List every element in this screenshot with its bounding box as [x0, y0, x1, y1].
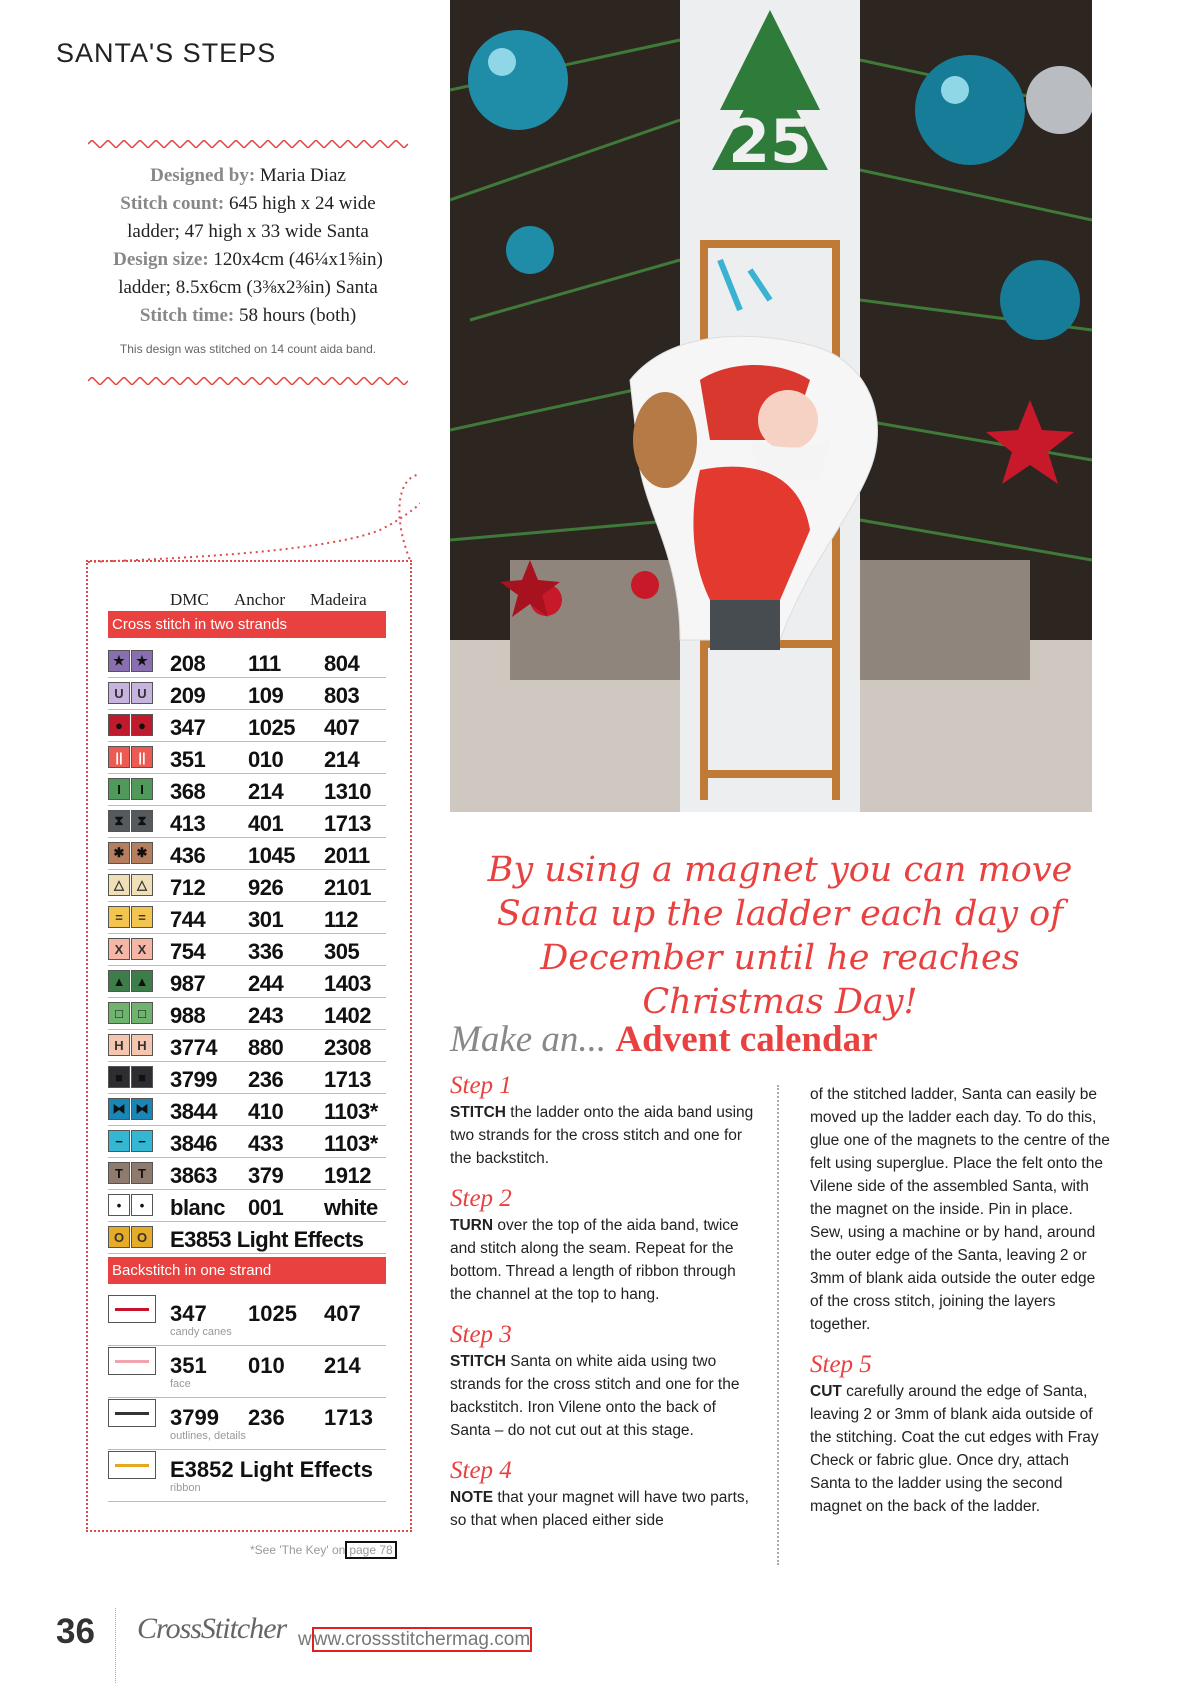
anchor-code: 214: [248, 779, 284, 804]
key-row: [108, 1063, 386, 1094]
thread-loop-decoration: [80, 470, 420, 570]
stitch-symbol-icon: || ||: [108, 746, 154, 768]
key-row: [108, 807, 386, 838]
stitch-symbol-icon: H H: [108, 1034, 154, 1056]
anchor-code: 243: [248, 1003, 284, 1028]
stitch-symbol-icon: □ □: [108, 1002, 154, 1024]
key-row: [108, 1191, 386, 1222]
stitch-symbol-icon: ⧓ ⧓: [108, 1098, 154, 1120]
dmc-code: 744: [170, 907, 206, 932]
anchor-code: 336: [248, 939, 284, 964]
backstitch-use: outlines, details: [170, 1430, 246, 1442]
backstitch-swatch-icon: [108, 1295, 156, 1323]
svg-text:25: 25: [728, 107, 812, 177]
pull-quote: By using a magnet you can move Santa up the ladder each day of December until he reaches Christmas Day!: [487, 850, 1073, 1022]
dmc-code: 347: [170, 1301, 207, 1326]
stitch-count-value: 645 high x 24 wide: [229, 193, 376, 214]
madeira-code: 804: [324, 651, 360, 676]
anchor-code: 926: [248, 875, 284, 900]
stitch-symbol-icon: △ △: [108, 874, 154, 896]
dmc-code: 208: [170, 651, 206, 676]
column-divider: [777, 1085, 779, 1565]
section-heading: [450, 1018, 878, 1061]
madeira-code: 214: [324, 1353, 361, 1378]
dmc-code: 712: [170, 875, 206, 900]
madeira-code: 2101: [324, 875, 371, 900]
anchor-header: Anchor: [234, 590, 285, 609]
stitch-count-label: Stitch count:: [120, 193, 225, 214]
backstitch-row: [108, 1449, 386, 1502]
key-row: [108, 1127, 386, 1158]
anchor-code: 1025: [248, 715, 295, 740]
dmc-code: 347: [170, 715, 206, 740]
madeira-code: 1713: [324, 811, 371, 836]
backstitch-use: face: [170, 1378, 191, 1390]
anchor-code: 880: [248, 1035, 284, 1060]
step-1-lead: STITCH: [450, 1104, 506, 1121]
page-reference-link[interactable]: page 78: [345, 1541, 396, 1559]
backstitch-swatch-icon: [108, 1451, 156, 1479]
dmc-code: 351: [170, 1353, 207, 1378]
key-row: [108, 1159, 386, 1190]
anchor-code: 301: [248, 907, 284, 932]
stitch-symbol-icon: I I: [108, 778, 154, 800]
madeira-header: Madeira: [310, 590, 367, 609]
dmc-code: 987: [170, 971, 206, 996]
design-size-value: 120x4cm (46¼x1⅝in): [213, 249, 383, 270]
stitch-symbol-icon: ✱ ✱: [108, 842, 154, 864]
stitch-symbol-icon: U U: [108, 682, 154, 704]
stitch-symbol-icon: ★ ★: [108, 650, 154, 672]
key-row: [108, 967, 386, 998]
dmc-code: 3799: [170, 1405, 219, 1430]
step-4-continued: of the stitched ladder, Santa can easily be moved up the ladder each day. To do this, glue one of the magnets to the centre of the felt using superglue. Place the felt onto the Vilene side of the assembled Santa, with the magnet on the inside. Pin in place. Sew, using a machine or by hand, around the outer edge of the Santa, leaving 2 or 3mm of blank aida outside the outer edge of the cross stitch, joining the layers together.: [810, 1086, 1110, 1333]
step-2-lead: TURN: [450, 1217, 494, 1234]
design-size-value-2: ladder; 8.5x6cm (3⅜x2⅜in) Santa: [118, 277, 378, 298]
step-5-text: carefully around the edge of Santa, leaving 2 or 3mm of blank aida outside of the stitching. Coat the cut edges with Fray Check or fabric glue. Once dry, attach Santa to the ladder using the second magnet on the back of the ladder.: [810, 1383, 1099, 1515]
anchor-code: 433: [248, 1131, 284, 1156]
cross-stitch-heading: Cross stitch in two strands: [108, 611, 386, 638]
step-1-title: Step 1: [450, 1072, 512, 1099]
stitch-symbol-icon: ▲ ▲: [108, 970, 154, 992]
backstitch-swatch-icon: [108, 1347, 156, 1375]
key-row: [108, 1095, 386, 1126]
key-row: [108, 679, 386, 710]
madeira-code: 305: [324, 939, 360, 964]
dmc-code: 3799: [170, 1067, 217, 1092]
anchor-code: 410: [248, 1099, 284, 1124]
backstitch-use: ribbon: [170, 1482, 201, 1494]
designed-by-label: Designed by:: [150, 165, 256, 186]
stitch-symbol-icon: ● ●: [108, 714, 154, 736]
anchor-code: 236: [248, 1067, 284, 1092]
key-row: [108, 1223, 386, 1254]
key-row: [108, 903, 386, 934]
fabric-note: This design was stitched on 14 count aida band.: [119, 342, 377, 356]
dmc-code: E3852 Light Effects: [170, 1457, 373, 1482]
website-link-container: [298, 1629, 532, 1651]
backstitch-row: [108, 1397, 386, 1450]
page-number: 36: [56, 1612, 95, 1651]
madeira-code: 1310: [324, 779, 371, 804]
key-row: [108, 1031, 386, 1062]
stitch-symbol-icon: X X: [108, 938, 154, 960]
anchor-code: 401: [248, 811, 284, 836]
website-link[interactable]: ww.crossstitchermag.com: [313, 1629, 531, 1650]
madeira-code: 112: [324, 907, 358, 932]
instructions-column-left: [450, 1071, 755, 1546]
stitch-symbol-icon: − −: [108, 1130, 154, 1152]
stitch-symbol-icon: = =: [108, 906, 154, 928]
key-row: [108, 935, 386, 966]
backstitch-row: [108, 1345, 386, 1398]
key-footnote: [250, 1543, 397, 1557]
anchor-code: 379: [248, 1163, 284, 1188]
anchor-code: 1025: [248, 1301, 297, 1326]
madeira-code: 1713: [324, 1067, 371, 1092]
zigzag-divider: [88, 377, 408, 385]
dmc-code: 351: [170, 747, 206, 772]
design-size-label: Design size:: [113, 249, 209, 270]
step-4-title: Step 4: [450, 1457, 512, 1484]
anchor-code: 010: [248, 747, 284, 772]
key-row: [108, 999, 386, 1030]
dmc-code: 3844: [170, 1099, 217, 1124]
step-3-lead: STITCH: [450, 1353, 506, 1370]
anchor-code: 109: [248, 683, 284, 708]
dmc-code: 3846: [170, 1131, 217, 1156]
dmc-code: 368: [170, 779, 206, 804]
anchor-code: 1045: [248, 843, 295, 868]
dmc-header: DMC: [170, 590, 209, 609]
heading-prefix: Make an...: [450, 1019, 607, 1060]
backstitch-heading: Backstitch in one strand: [108, 1257, 386, 1284]
advent-calendar-photo: [450, 0, 1092, 812]
designed-by-value: Maria Diaz: [259, 165, 346, 186]
step-5-title: Step 5: [810, 1351, 872, 1378]
madeira-code: 1713: [324, 1405, 373, 1430]
dmc-code: blanc: [170, 1195, 225, 1220]
stitch-time-label: Stitch time:: [139, 305, 235, 326]
anchor-code: 236: [248, 1405, 285, 1430]
backstitch-row: [108, 1293, 386, 1346]
madeira-code: white: [324, 1195, 378, 1220]
website-prefix: w: [298, 1629, 312, 1650]
magazine-logo: CrossStitcher: [137, 1612, 287, 1645]
madeira-code: 1402: [324, 1003, 371, 1028]
heading-title: Advent calendar: [615, 1019, 878, 1060]
madeira-code: 1912: [324, 1163, 371, 1188]
anchor-code: 244: [248, 971, 284, 996]
dmc-code: 754: [170, 939, 206, 964]
backstitch-swatch-icon: [108, 1399, 156, 1427]
madeira-code: 2011: [324, 843, 370, 868]
stitch-symbol-icon: O O: [108, 1226, 154, 1248]
footer-divider: [115, 1608, 116, 1683]
key-row: [108, 775, 386, 806]
dmc-code: E3853 Light Effects: [170, 1227, 364, 1252]
dmc-code: 209: [170, 683, 206, 708]
stitch-symbol-icon: ■ ■: [108, 1066, 154, 1088]
madeira-code: 1103*: [324, 1099, 378, 1124]
key-row: [108, 839, 386, 870]
design-info: [88, 162, 408, 358]
footnote-text: *See 'The Key' on: [250, 1543, 346, 1557]
madeira-code: 803: [324, 683, 360, 708]
backstitch-use: candy canes: [170, 1326, 232, 1338]
section-title: SANTA'S STEPS: [56, 38, 277, 68]
madeira-code: 407: [324, 715, 360, 740]
dmc-code: 436: [170, 843, 206, 868]
stitch-symbol-icon: ⧗ ⧗: [108, 810, 154, 832]
madeira-code: 2308: [324, 1035, 371, 1060]
zigzag-divider: [88, 140, 408, 148]
step-1-text: the ladder onto the aida band using two strands for the cross stitch and one for the backstitch.: [450, 1104, 754, 1167]
key-row: [108, 647, 386, 678]
step-5-lead: CUT: [810, 1383, 842, 1400]
step-4-lead: NOTE: [450, 1489, 494, 1506]
madeira-code: 214: [324, 747, 360, 772]
anchor-code: 001: [248, 1195, 284, 1220]
key-row: [108, 871, 386, 902]
madeira-code: 407: [324, 1301, 361, 1326]
anchor-code: 010: [248, 1353, 285, 1378]
stitch-time-value: 58 hours (both): [239, 305, 357, 326]
step-2-title: Step 2: [450, 1185, 512, 1212]
dmc-code: 3774: [170, 1035, 217, 1060]
key-row: [108, 711, 386, 742]
key-row: [108, 743, 386, 774]
stitch-count-value-2: ladder; 47 high x 33 wide Santa: [127, 221, 369, 242]
dmc-code: 988: [170, 1003, 206, 1028]
instructions-column-right: [810, 1083, 1110, 1532]
stitch-symbol-icon: T T: [108, 1162, 154, 1184]
dmc-code: 3863: [170, 1163, 217, 1188]
madeira-code: 1403: [324, 971, 371, 996]
stitch-symbol-icon: • •: [108, 1194, 154, 1216]
step-3-text: Santa on white aida using two strands for the cross stitch and one for the backstitch. Iron Vilene onto the back of Santa – do not cut out at this stage.: [450, 1353, 740, 1439]
dmc-code: 413: [170, 811, 206, 836]
madeira-code: 1103*: [324, 1131, 378, 1156]
step-3-title: Step 3: [450, 1321, 512, 1348]
step-4-text: that your magnet will have two parts, so that when placed either side: [450, 1489, 749, 1529]
anchor-code: 111: [248, 651, 281, 676]
step-2-text: over the top of the aida band, twice and stitch along the seam. Repeat for the bottom. Thread a length of ribbon through the channel at the top to hang.: [450, 1217, 739, 1303]
